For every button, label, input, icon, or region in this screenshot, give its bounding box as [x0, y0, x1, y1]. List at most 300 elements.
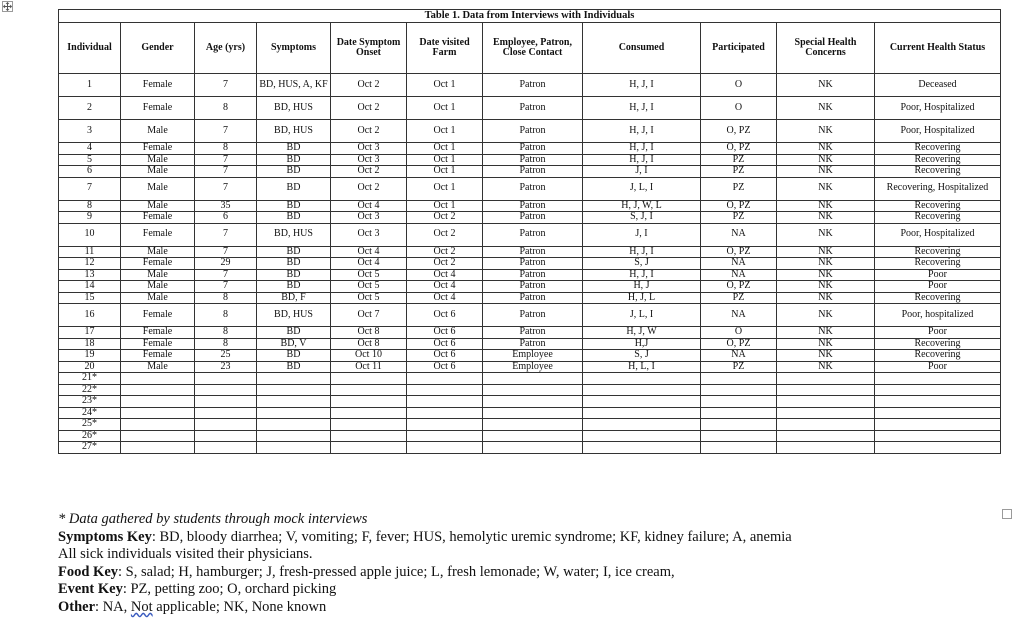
participated-cell: O — [701, 327, 777, 339]
mock-interview-note: * Data gathered by students through mock interviews — [58, 511, 368, 527]
health-status-cell: Recovering — [875, 350, 1001, 362]
individual-cell: 12 — [59, 258, 121, 270]
health-concerns-cell: NK — [777, 304, 875, 327]
role-cell: Patron — [483, 292, 583, 304]
consumed-cell: H, J, W — [583, 327, 701, 339]
consumed-cell — [583, 442, 701, 454]
individual-cell: 6 — [59, 166, 121, 178]
onset-date-cell: Oct 3 — [331, 154, 407, 166]
individual-cell: 3 — [59, 120, 121, 143]
gender-cell — [121, 430, 195, 442]
role-cell: Patron — [483, 223, 583, 246]
age-cell: 7 — [195, 74, 257, 97]
onset-date-cell: Oct 4 — [331, 258, 407, 270]
gender-cell — [121, 384, 195, 396]
health-status-cell: Recovering — [875, 292, 1001, 304]
individual-cell: 25* — [59, 419, 121, 431]
health-concerns-cell: NK — [777, 361, 875, 373]
farm-visit-date-cell: Oct 6 — [407, 338, 483, 350]
gender-cell: Male — [121, 200, 195, 212]
table-row — [59, 338, 1001, 350]
individual-cell: 21* — [59, 373, 121, 385]
individual-cell: 26* — [59, 430, 121, 442]
gender-cell: Male — [121, 154, 195, 166]
gender-cell: Female — [121, 143, 195, 155]
participated-cell — [701, 373, 777, 385]
individual-cell: 23* — [59, 396, 121, 408]
farm-visit-date-cell: Oct 6 — [407, 361, 483, 373]
health-concerns-cell: NK — [777, 154, 875, 166]
consumed-cell: H, J, L — [583, 292, 701, 304]
age-cell: 8 — [195, 304, 257, 327]
individual-cell: 18 — [59, 338, 121, 350]
health-status-cell: Recovering — [875, 258, 1001, 270]
age-cell: 35 — [195, 200, 257, 212]
farm-visit-date-cell: Oct 1 — [407, 166, 483, 178]
consumed-cell — [583, 430, 701, 442]
health-status-cell — [875, 396, 1001, 408]
table-row — [59, 166, 1001, 178]
role-cell — [483, 373, 583, 385]
symptoms-cell: BD — [257, 154, 331, 166]
participated-cell: NA — [701, 223, 777, 246]
health-concerns-cell: NK — [777, 143, 875, 155]
food-key-label: Food Key — [58, 563, 119, 580]
other-key-text-before: : NA, — [95, 598, 131, 615]
physicians-line: All sick individuals visited their physicians. — [58, 546, 313, 563]
age-cell: 7 — [195, 246, 257, 258]
symptoms-key-text: : BD, bloody diarrhea; V, vomiting; F, fever; HUS, hemolytic uremic syndrome; KF, kidney failure; A, anemia — [151, 528, 792, 545]
participated-cell: PZ — [701, 154, 777, 166]
table-row — [59, 407, 1001, 419]
individual-cell: 14 — [59, 281, 121, 293]
role-cell: Patron — [483, 269, 583, 281]
event-key-text: : PZ, petting zoo; O, orchard picking — [122, 581, 337, 598]
health-concerns-cell: NK — [777, 327, 875, 339]
role-cell: Patron — [483, 281, 583, 293]
consumed-cell: J, I — [583, 223, 701, 246]
individual-cell: 1 — [59, 74, 121, 97]
role-cell: Patron — [483, 258, 583, 270]
table-resize-handle[interactable] — [1002, 509, 1012, 519]
symptoms-cell: BD, HUS — [257, 304, 331, 327]
health-status-cell — [875, 419, 1001, 431]
consumed-cell: H, J, I — [583, 74, 701, 97]
individual-cell: 5 — [59, 154, 121, 166]
health-status-cell: Poor, Hospitalized — [875, 223, 1001, 246]
farm-visit-date-cell — [407, 373, 483, 385]
table-row — [59, 373, 1001, 385]
health-concerns-cell — [777, 442, 875, 454]
age-cell: 7 — [195, 166, 257, 178]
farm-visit-date-cell — [407, 419, 483, 431]
farm-visit-date-cell: Oct 2 — [407, 212, 483, 224]
symptoms-cell: BD — [257, 361, 331, 373]
individual-cell: 17 — [59, 327, 121, 339]
symptoms-cell: BD, HUS — [257, 223, 331, 246]
move-arrows-icon — [3, 2, 12, 11]
event-key-label: Event Key — [58, 581, 123, 598]
onset-date-cell: Oct 4 — [331, 246, 407, 258]
role-cell: Patron — [483, 200, 583, 212]
symptoms-cell — [257, 407, 331, 419]
consumed-cell: H, J, I — [583, 97, 701, 120]
onset-date-cell: Oct 5 — [331, 281, 407, 293]
table-row — [59, 177, 1001, 200]
participated-cell — [701, 430, 777, 442]
health-status-cell: Poor, Hospitalized — [875, 97, 1001, 120]
role-cell: Patron — [483, 304, 583, 327]
health-status-cell: Poor — [875, 281, 1001, 293]
health-status-cell: Recovering — [875, 212, 1001, 224]
symptoms-cell — [257, 384, 331, 396]
participated-cell: O — [701, 97, 777, 120]
farm-visit-date-cell: Oct 6 — [407, 327, 483, 339]
health-concerns-cell — [777, 384, 875, 396]
symptoms-cell: BD — [257, 177, 331, 200]
individual-cell: 13 — [59, 269, 121, 281]
health-concerns-cell — [777, 396, 875, 408]
age-cell: 29 — [195, 258, 257, 270]
role-cell: Patron — [483, 74, 583, 97]
health-status-cell — [875, 384, 1001, 396]
farm-visit-date-cell: Oct 1 — [407, 154, 483, 166]
onset-date-cell — [331, 373, 407, 385]
table-row — [59, 143, 1001, 155]
gender-cell: Female — [121, 304, 195, 327]
symptoms-cell: BD — [257, 200, 331, 212]
symptoms-cell: BD — [257, 246, 331, 258]
participated-cell: PZ — [701, 177, 777, 200]
farm-visit-date-cell — [407, 407, 483, 419]
consumed-cell: S, J — [583, 350, 701, 362]
table-row — [59, 292, 1001, 304]
gender-cell: Female — [121, 212, 195, 224]
onset-date-cell: Oct 3 — [331, 223, 407, 246]
age-cell: 23 — [195, 361, 257, 373]
food-key-line — [58, 564, 998, 582]
participated-cell — [701, 384, 777, 396]
participated-cell: PZ — [701, 212, 777, 224]
health-concerns-cell: NK — [777, 97, 875, 120]
header-cell: Date Symptom Onset — [331, 23, 407, 74]
notes-section — [58, 511, 998, 617]
interview-data-table — [58, 9, 1001, 454]
table-caption: Table 1. Data from Interviews with Individuals — [58, 9, 1001, 22]
onset-date-cell: Oct 2 — [331, 74, 407, 97]
farm-visit-date-cell: Oct 1 — [407, 177, 483, 200]
age-cell — [195, 373, 257, 385]
farm-visit-date-cell: Oct 6 — [407, 304, 483, 327]
health-status-cell — [875, 407, 1001, 419]
onset-date-cell: Oct 5 — [331, 292, 407, 304]
gender-cell: Female — [121, 258, 195, 270]
symptoms-cell — [257, 396, 331, 408]
symptoms-cell: BD — [257, 327, 331, 339]
health-concerns-cell: NK — [777, 246, 875, 258]
table-row — [59, 74, 1001, 97]
onset-date-cell: Oct 3 — [331, 143, 407, 155]
role-cell: Patron — [483, 177, 583, 200]
table-row — [59, 384, 1001, 396]
consumed-cell: J, L, I — [583, 177, 701, 200]
gender-cell: Male — [121, 166, 195, 178]
health-status-cell: Poor, Hospitalized — [875, 120, 1001, 143]
other-key-label: Other — [58, 598, 96, 615]
age-cell: 7 — [195, 120, 257, 143]
health-concerns-cell: NK — [777, 350, 875, 362]
farm-visit-date-cell: Oct 4 — [407, 269, 483, 281]
gender-cell — [121, 407, 195, 419]
table-row — [59, 120, 1001, 143]
symptoms-cell — [257, 419, 331, 431]
gender-cell: Male — [121, 177, 195, 200]
gender-cell: Female — [121, 327, 195, 339]
participated-cell: PZ — [701, 166, 777, 178]
consumed-cell: H, L, I — [583, 361, 701, 373]
individual-cell: 24* — [59, 407, 121, 419]
onset-date-cell — [331, 396, 407, 408]
table-body — [59, 74, 1001, 454]
consumed-cell: H, J — [583, 281, 701, 293]
role-cell: Patron — [483, 120, 583, 143]
health-concerns-cell — [777, 373, 875, 385]
onset-date-cell — [331, 430, 407, 442]
onset-date-cell: Oct 8 — [331, 338, 407, 350]
other-key-text-after: applicable; NK, None known — [152, 598, 327, 615]
consumed-cell: J, I — [583, 166, 701, 178]
farm-visit-date-cell: Oct 1 — [407, 143, 483, 155]
consumed-cell — [583, 384, 701, 396]
age-cell: 6 — [195, 212, 257, 224]
role-cell: Employee — [483, 361, 583, 373]
age-cell: 8 — [195, 97, 257, 120]
health-status-cell — [875, 442, 1001, 454]
health-concerns-cell: NK — [777, 338, 875, 350]
participated-cell: O, PZ — [701, 246, 777, 258]
farm-visit-date-cell — [407, 442, 483, 454]
age-cell: 8 — [195, 292, 257, 304]
health-status-cell: Recovering — [875, 143, 1001, 155]
health-concerns-cell: NK — [777, 120, 875, 143]
participated-cell: O, PZ — [701, 338, 777, 350]
participated-cell: NA — [701, 269, 777, 281]
consumed-cell — [583, 419, 701, 431]
gender-cell: Male — [121, 246, 195, 258]
participated-cell: NA — [701, 350, 777, 362]
health-concerns-cell — [777, 419, 875, 431]
onset-date-cell — [331, 384, 407, 396]
farm-visit-date-cell — [407, 396, 483, 408]
role-cell: Patron — [483, 166, 583, 178]
gender-cell: Female — [121, 338, 195, 350]
gender-cell: Female — [121, 97, 195, 120]
symptoms-cell: BD — [257, 281, 331, 293]
table-row — [59, 223, 1001, 246]
health-concerns-cell: NK — [777, 200, 875, 212]
table-row — [59, 304, 1001, 327]
table-row — [59, 200, 1001, 212]
individual-cell: 4 — [59, 143, 121, 155]
participated-cell: PZ — [701, 361, 777, 373]
age-cell: 7 — [195, 223, 257, 246]
gender-cell: Male — [121, 120, 195, 143]
role-cell — [483, 407, 583, 419]
table-row — [59, 350, 1001, 362]
consumed-cell: H, J, I — [583, 120, 701, 143]
onset-date-cell: Oct 4 — [331, 200, 407, 212]
health-status-cell: Poor — [875, 361, 1001, 373]
age-cell: 25 — [195, 350, 257, 362]
gender-cell — [121, 419, 195, 431]
gender-cell — [121, 373, 195, 385]
health-concerns-cell: NK — [777, 212, 875, 224]
farm-visit-date-cell: Oct 4 — [407, 281, 483, 293]
age-cell: 7 — [195, 269, 257, 281]
age-cell — [195, 407, 257, 419]
event-key-line — [58, 581, 998, 599]
role-cell — [483, 430, 583, 442]
consumed-cell: H, J, I — [583, 143, 701, 155]
onset-date-cell: Oct 7 — [331, 304, 407, 327]
individual-cell: 2 — [59, 97, 121, 120]
health-concerns-cell: NK — [777, 269, 875, 281]
health-concerns-cell — [777, 407, 875, 419]
table-row — [59, 258, 1001, 270]
table-row — [59, 97, 1001, 120]
consumed-cell: H, J, I — [583, 246, 701, 258]
symptoms-cell — [257, 373, 331, 385]
individual-cell: 22* — [59, 384, 121, 396]
role-cell — [483, 384, 583, 396]
table-row — [59, 154, 1001, 166]
consumed-cell: H,J — [583, 338, 701, 350]
individual-cell: 7 — [59, 177, 121, 200]
participated-cell: NA — [701, 304, 777, 327]
symptoms-cell: BD — [257, 166, 331, 178]
health-concerns-cell: NK — [777, 166, 875, 178]
individual-cell: 15 — [59, 292, 121, 304]
onset-date-cell: Oct 5 — [331, 269, 407, 281]
health-status-cell: Poor — [875, 327, 1001, 339]
participated-cell — [701, 396, 777, 408]
table-row — [59, 361, 1001, 373]
participated-cell — [701, 419, 777, 431]
health-status-cell — [875, 373, 1001, 385]
health-concerns-cell: NK — [777, 177, 875, 200]
table-row — [59, 430, 1001, 442]
header-cell: Individual — [59, 23, 121, 74]
consumed-cell: S, J, I — [583, 212, 701, 224]
farm-visit-date-cell: Oct 6 — [407, 350, 483, 362]
gender-cell: Male — [121, 269, 195, 281]
gender-cell — [121, 396, 195, 408]
age-cell: 8 — [195, 327, 257, 339]
farm-visit-date-cell: Oct 2 — [407, 223, 483, 246]
health-status-cell: Recovering — [875, 246, 1001, 258]
onset-date-cell: Oct 8 — [331, 327, 407, 339]
health-status-cell: Recovering, Hospitalized — [875, 177, 1001, 200]
individual-cell: 11 — [59, 246, 121, 258]
table-header — [59, 23, 1001, 74]
participated-cell: O, PZ — [701, 200, 777, 212]
individual-cell: 8 — [59, 200, 121, 212]
symptoms-key-line — [58, 529, 998, 547]
symptoms-key-label: Symptoms Key — [58, 528, 152, 545]
gender-cell: Male — [121, 292, 195, 304]
onset-date-cell: Oct 2 — [331, 120, 407, 143]
health-status-cell: Recovering — [875, 200, 1001, 212]
role-cell: Patron — [483, 246, 583, 258]
role-cell — [483, 419, 583, 431]
participated-cell: O, PZ — [701, 281, 777, 293]
participated-cell: O, PZ — [701, 120, 777, 143]
consumed-cell: J, L, I — [583, 304, 701, 327]
consumed-cell: S, J — [583, 258, 701, 270]
role-cell: Patron — [483, 143, 583, 155]
gender-cell: Female — [121, 74, 195, 97]
participated-cell: NA — [701, 258, 777, 270]
symptoms-cell: BD, HUS — [257, 120, 331, 143]
table-move-handle[interactable] — [2, 1, 13, 12]
header-cell: Special Health Concerns — [777, 23, 875, 74]
age-cell — [195, 430, 257, 442]
symptoms-cell: BD — [257, 350, 331, 362]
symptoms-cell: BD — [257, 269, 331, 281]
health-concerns-cell — [777, 430, 875, 442]
consumed-cell — [583, 373, 701, 385]
onset-date-cell: Oct 10 — [331, 350, 407, 362]
farm-visit-date-cell: Oct 1 — [407, 97, 483, 120]
age-cell: 7 — [195, 281, 257, 293]
consumed-cell: H, J, I — [583, 269, 701, 281]
participated-cell: PZ — [701, 292, 777, 304]
age-cell — [195, 384, 257, 396]
gender-cell: Male — [121, 281, 195, 293]
role-cell: Patron — [483, 212, 583, 224]
onset-date-cell: Oct 11 — [331, 361, 407, 373]
role-cell: Patron — [483, 338, 583, 350]
age-cell: 7 — [195, 154, 257, 166]
table-row — [59, 396, 1001, 408]
consumed-cell — [583, 396, 701, 408]
individual-cell: 20 — [59, 361, 121, 373]
health-concerns-cell: NK — [777, 292, 875, 304]
header-cell: Symptoms — [257, 23, 331, 74]
health-status-cell — [875, 430, 1001, 442]
health-status-cell: Recovering — [875, 154, 1001, 166]
farm-visit-date-cell: Oct 2 — [407, 246, 483, 258]
symptoms-cell: BD, HUS — [257, 97, 331, 120]
health-concerns-cell: NK — [777, 281, 875, 293]
table-row — [59, 419, 1001, 431]
health-status-cell: Recovering — [875, 166, 1001, 178]
symptoms-cell: BD — [257, 212, 331, 224]
gender-cell: Male — [121, 361, 195, 373]
consumed-cell: H, J, I — [583, 154, 701, 166]
symptoms-cell — [257, 430, 331, 442]
age-cell — [195, 419, 257, 431]
participated-cell: O, PZ — [701, 143, 777, 155]
header-cell: Consumed — [583, 23, 701, 74]
table-row — [59, 281, 1001, 293]
health-status-cell: Poor — [875, 269, 1001, 281]
header-cell: Current Health Status — [875, 23, 1001, 74]
symptoms-cell: BD, F — [257, 292, 331, 304]
role-cell: Employee — [483, 350, 583, 362]
health-concerns-cell: NK — [777, 74, 875, 97]
table-row — [59, 327, 1001, 339]
